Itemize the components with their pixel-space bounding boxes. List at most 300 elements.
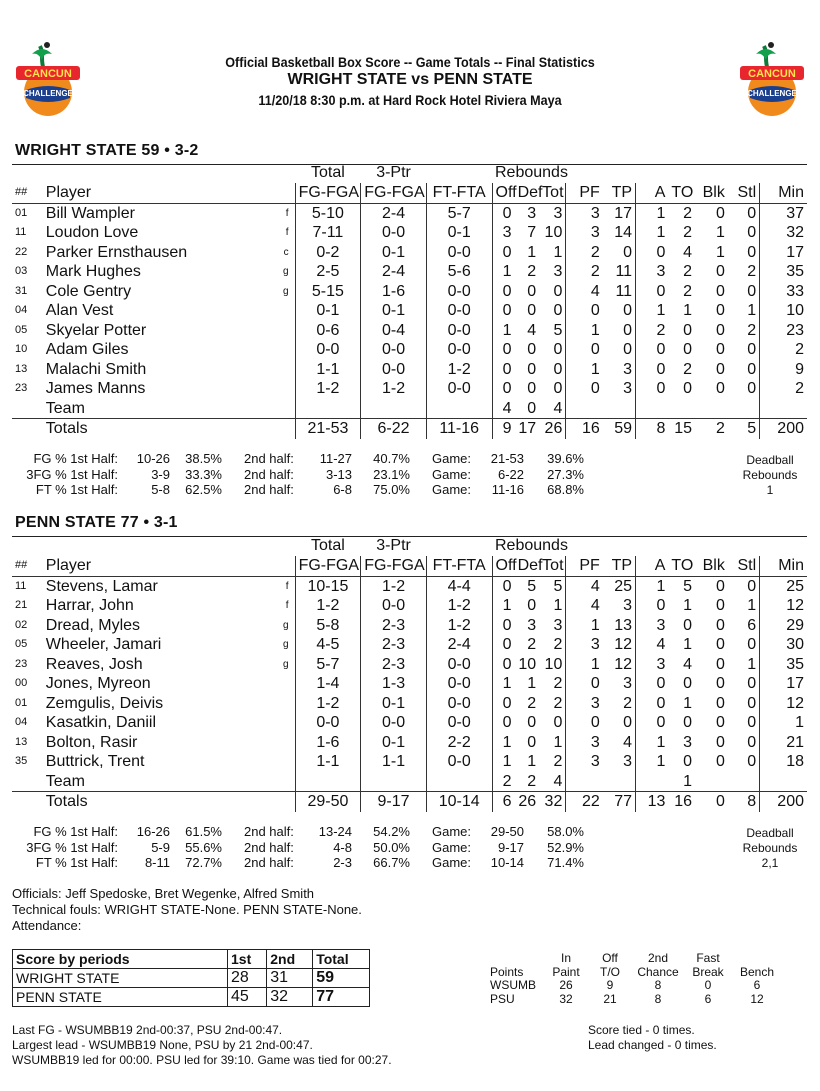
- player-name: Alan Vest: [45, 302, 114, 319]
- stat-fg3: 1-6: [361, 282, 427, 302]
- column-def: Def: [515, 183, 540, 203]
- stat-blk: 1: [715, 243, 725, 261]
- stat-blk: 0: [715, 282, 725, 300]
- stat-min: 23: [786, 321, 804, 339]
- team-label: Team: [45, 399, 85, 417]
- stat-def: 4: [527, 321, 537, 339]
- stat-to: 5: [683, 577, 693, 595]
- player-number: 04: [15, 304, 28, 316]
- pct-g: 6-22: [497, 466, 524, 482]
- stat-to: 0: [683, 616, 693, 634]
- player-row: [12, 223, 807, 243]
- player-row: [12, 243, 807, 263]
- stat-fg: 2-5: [295, 262, 361, 282]
- pct-pg: 39.6%: [547, 451, 584, 466]
- stat-blk: 0: [715, 204, 725, 222]
- stat-tot: 0: [539, 340, 566, 360]
- player-row: [12, 616, 807, 636]
- points-cell: 9: [606, 978, 614, 992]
- cell: [295, 399, 361, 419]
- team-row: [12, 399, 807, 419]
- totals-label: Totals: [43, 419, 197, 439]
- pct-pg: 71.4%: [547, 855, 584, 870]
- stat-stl: 0: [728, 674, 760, 694]
- stat-to: 1: [683, 597, 693, 614]
- stat-tot: 0: [539, 379, 566, 399]
- stat-def: 10: [518, 655, 537, 673]
- stat-blk: 0: [715, 655, 725, 673]
- stat-fg3: 0-0: [361, 340, 427, 360]
- column-tot: Tot: [539, 183, 566, 203]
- player-name: Dread, Myles: [45, 616, 141, 634]
- stat-tp: 11: [603, 282, 636, 302]
- stat-tot: 0: [539, 713, 566, 733]
- stat-tp: 0: [603, 321, 636, 341]
- cell: [566, 163, 603, 183]
- cell: [43, 163, 197, 183]
- points-head-cell: Paint: [552, 964, 580, 979]
- player-position: g: [283, 285, 289, 297]
- cell: [668, 163, 695, 183]
- stat-pf: 3: [590, 224, 600, 241]
- stat-fg: 1-1: [295, 360, 361, 380]
- stat-def: 1: [527, 243, 537, 261]
- pct-h2: 3-13: [325, 466, 352, 482]
- stat-a: 0: [656, 597, 666, 614]
- header-line1: Official Basketball Box Score -- Game Totals -- Final Statistics: [225, 54, 595, 70]
- cell: [603, 163, 636, 183]
- player-position: f: [285, 227, 289, 238]
- cell: [270, 772, 295, 792]
- cell: [760, 163, 807, 183]
- cell: [566, 536, 603, 556]
- stat-blk: 0: [715, 321, 725, 339]
- stat-def: 0: [527, 282, 537, 300]
- player-row: [12, 733, 807, 753]
- player-position: c: [283, 246, 289, 258]
- stat-stl: 0: [728, 282, 760, 302]
- stat-min: 35: [786, 263, 804, 280]
- stat-off: 0: [492, 379, 515, 399]
- stat-def: 0: [527, 380, 537, 397]
- stat-def: 2: [527, 636, 537, 653]
- player-position: [270, 321, 295, 341]
- stat-def: 7: [527, 224, 537, 241]
- stat-blk: 0: [715, 302, 725, 319]
- stat-def: 3: [527, 616, 537, 634]
- stat-ft: 0-0: [426, 340, 492, 360]
- column-blk: Blk: [695, 183, 728, 203]
- team-row: [12, 772, 807, 792]
- total-a: 13: [636, 792, 669, 812]
- stat-to: 4: [683, 655, 693, 673]
- pct-lab: FG % 1st Half:: [33, 451, 118, 466]
- stat-fg3: 0-0: [361, 713, 427, 733]
- stat-pf: 0: [590, 341, 600, 358]
- stat-off: 1: [492, 733, 515, 753]
- column-blk: Blk: [695, 556, 728, 576]
- stat-tot: 1: [539, 733, 566, 753]
- column-def: Def: [515, 556, 540, 576]
- stat-pf: 3: [590, 636, 600, 653]
- player-number: 23: [15, 657, 28, 670]
- stat-fg: 7-11: [295, 223, 361, 243]
- stat-stl: 1: [728, 655, 760, 675]
- stat-ft: 4-4: [426, 576, 492, 596]
- player-number: 21: [15, 599, 28, 611]
- player-row: [12, 635, 807, 655]
- stat-fg: 0-2: [295, 243, 361, 263]
- stat-blk: 0: [715, 753, 725, 770]
- cell: [760, 399, 807, 419]
- stat-blk: 0: [715, 597, 725, 614]
- pct-g: 29-50: [490, 824, 524, 839]
- total-tot: 32: [539, 792, 566, 812]
- stat-stl: 0: [728, 733, 760, 753]
- stat-stl: 0: [728, 713, 760, 733]
- player-number: 01: [15, 696, 28, 709]
- cell: [695, 536, 728, 556]
- stat-tot: 0: [539, 360, 566, 380]
- pct-g: 11-16: [491, 482, 524, 497]
- cell: [760, 536, 807, 556]
- stat-tp: 0: [603, 340, 636, 360]
- pct-h1: 16-26: [136, 824, 170, 839]
- stat-tot: 5: [539, 321, 566, 341]
- points-cell: 12: [750, 991, 764, 1006]
- stat-stl: 0: [728, 223, 760, 243]
- points-cell: 32: [559, 991, 573, 1006]
- stat-off: 0: [492, 340, 515, 360]
- stat-fg3: 2-4: [361, 203, 427, 223]
- player-number: 10: [15, 343, 28, 355]
- total-off: 6: [492, 792, 515, 812]
- stat-tp: 25: [603, 576, 636, 596]
- stat-blk: 0: [715, 694, 725, 712]
- column-fg3: FG-FGA: [361, 556, 427, 576]
- stat-fg3: 0-4: [361, 321, 427, 341]
- stat-fg3: 0-1: [361, 243, 427, 263]
- pct-h1: 3-9: [151, 466, 170, 482]
- stat-def: 5: [527, 577, 537, 595]
- stat-tot: 1: [539, 243, 566, 263]
- cell: [12, 399, 43, 419]
- cell: [728, 536, 760, 556]
- stat-to: 1: [683, 302, 693, 319]
- cell: [603, 772, 636, 792]
- stat-tot: 0: [539, 282, 566, 302]
- player-name: Harrar, John: [45, 597, 134, 614]
- pct-p2: 50.0%: [373, 839, 410, 855]
- total-def: 26: [515, 792, 540, 812]
- stat-ft: 0-0: [426, 301, 492, 321]
- stat-def: 3: [527, 204, 537, 222]
- pct-p1: 38.5%: [185, 451, 222, 466]
- stat-a: 2: [656, 321, 666, 339]
- stat-blk: 0: [715, 733, 725, 751]
- total-stl: 5: [728, 419, 760, 439]
- team-def: 0: [527, 399, 537, 417]
- stat-pf: 3: [590, 694, 600, 712]
- stat-pf: 2: [590, 243, 600, 261]
- stat-off: 1: [492, 752, 515, 772]
- player-name: Bolton, Rasir: [45, 733, 138, 751]
- stat-tp: 3: [603, 379, 636, 399]
- column-3ptr: 3-Ptr: [376, 537, 411, 555]
- stat-pf: 3: [590, 733, 600, 751]
- cell: [197, 163, 271, 183]
- stat-to: 0: [683, 675, 693, 692]
- player-position: [270, 713, 295, 733]
- points-head-cell: Points: [490, 964, 524, 979]
- stat-ft: 0-0: [426, 694, 492, 714]
- cell: [197, 419, 271, 439]
- stat-stl: 0: [728, 340, 760, 360]
- stat-tot: 2: [539, 752, 566, 772]
- stat-fg: 0-6: [295, 321, 361, 341]
- stat-tot: 0: [539, 301, 566, 321]
- player-name: Mark Hughes: [45, 263, 141, 280]
- attendance: Attendance:: [12, 918, 82, 933]
- total-tot: 26: [539, 419, 566, 439]
- player-row: [12, 340, 807, 360]
- stat-tp: 0: [603, 243, 636, 263]
- stat-tp: 12: [603, 635, 636, 655]
- column-player: Player: [43, 183, 197, 203]
- stat-stl: 0: [728, 752, 760, 772]
- stat-off: 0: [492, 203, 515, 223]
- stat-pf: 0: [590, 302, 600, 319]
- stat-min: 32: [786, 224, 804, 241]
- stat-fg3: 0-0: [361, 596, 427, 616]
- player-name: Malachi Smith: [45, 360, 147, 378]
- player-number: 22: [15, 245, 28, 258]
- player-position: g: [283, 266, 289, 277]
- stat-off: 0: [492, 243, 515, 263]
- total-off: 9: [492, 419, 515, 439]
- stat-tot: 3: [539, 262, 566, 282]
- stat-pf: 4: [590, 282, 600, 300]
- stat-fg3: 1-3: [361, 674, 427, 694]
- periods-cell: 59: [313, 969, 370, 988]
- stat-pf: 2: [590, 263, 600, 280]
- total-min: 200: [760, 792, 807, 812]
- stat-fg3: 2-3: [361, 655, 427, 675]
- player-row: [12, 655, 807, 675]
- stat-tp: 0: [603, 713, 636, 733]
- total-tp: 59: [603, 419, 636, 439]
- stat-min: 9: [795, 360, 804, 378]
- cell: [197, 536, 271, 556]
- column-total: Total: [311, 164, 345, 182]
- stat-ft: 0-0: [426, 713, 492, 733]
- total-fg: 21-53: [295, 419, 361, 439]
- stat-off: 0: [492, 360, 515, 380]
- cell: [760, 772, 807, 792]
- stat-tot: 2: [539, 674, 566, 694]
- stat-fg: 5-15: [295, 282, 361, 302]
- stat-ft: 0-0: [426, 379, 492, 399]
- stat-fg: 10-15: [295, 576, 361, 596]
- cell: [270, 163, 295, 183]
- cell: [426, 772, 492, 792]
- points-cell: 8: [654, 991, 662, 1006]
- stat-min: 25: [786, 577, 804, 595]
- stat-blk: 1: [715, 224, 725, 241]
- player-position: [270, 301, 295, 321]
- pct-g: 21-53: [490, 451, 524, 466]
- stat-stl: 1: [728, 301, 760, 321]
- team-label: Team: [45, 772, 85, 790]
- player-position: [270, 360, 295, 380]
- pct-glab: Game:: [432, 855, 472, 870]
- player-name: Stevens, Lamar: [45, 577, 158, 595]
- player-number: 11: [15, 226, 27, 238]
- stat-to: 0: [683, 714, 693, 731]
- player-position: g: [283, 639, 289, 650]
- player-number: 11: [15, 579, 27, 592]
- player-row: [12, 282, 807, 302]
- pct-lab: FG % 1st Half:: [33, 824, 118, 839]
- stat-pf: 3: [590, 204, 600, 222]
- total-tp: 77: [603, 792, 636, 812]
- player-name: Reaves, Josh: [45, 655, 143, 673]
- periods-head-cell: 1st: [228, 950, 267, 969]
- stat-tot: 10: [539, 223, 566, 243]
- total-blk: 0: [695, 792, 728, 812]
- team-title: PENN STATE 77 • 3-1: [15, 514, 178, 531]
- player-position: f: [285, 580, 289, 592]
- stat-off: 0: [492, 301, 515, 321]
- stat-to: 3: [683, 733, 693, 751]
- pct-h2lab: 2nd half:: [244, 482, 294, 497]
- stat-tot: 3: [539, 616, 566, 636]
- cell: [361, 772, 427, 792]
- stat-tp: 3: [603, 674, 636, 694]
- column-off: Off: [492, 183, 515, 203]
- periods-row: [13, 988, 370, 1007]
- stat-to: 0: [683, 753, 693, 770]
- header-row: [12, 183, 807, 203]
- team-to: [668, 399, 695, 419]
- points-head-cell: T/O: [600, 964, 620, 979]
- stat-stl: 1: [728, 596, 760, 616]
- points-cell: WSUMB: [490, 978, 536, 992]
- stat-fg: 5-8: [295, 616, 361, 636]
- stat-min: 29: [786, 616, 804, 634]
- cell: [426, 163, 492, 183]
- stat-stl: 2: [728, 262, 760, 282]
- column-a: A: [636, 183, 669, 203]
- player-row: [12, 321, 807, 341]
- stat-blk: 0: [715, 714, 725, 731]
- svg-text:CHALLENGE: CHALLENGE: [23, 89, 73, 98]
- player-row: [12, 262, 807, 282]
- stat-off: 0: [492, 713, 515, 733]
- pct-glab: Game:: [432, 839, 472, 855]
- column-fg: FG-FGA: [295, 183, 361, 203]
- player-number: 01: [15, 206, 28, 219]
- stat-fg: 0-0: [295, 713, 361, 733]
- periods-head-cell: 2nd: [267, 950, 313, 969]
- stat-fg: 4-5: [295, 635, 361, 655]
- periods-head-cell: Score by periods: [13, 950, 228, 969]
- stat-tot: 1: [539, 596, 566, 616]
- cell: [295, 772, 361, 792]
- stat-to: 0: [683, 380, 693, 397]
- column-fg: FG-FGA: [295, 556, 361, 576]
- stat-blk: 0: [715, 616, 725, 634]
- stat-min: 10: [786, 302, 804, 319]
- stat-def: 1: [527, 753, 537, 770]
- stat-a: 1: [656, 733, 666, 751]
- periods-cell: 77: [313, 988, 370, 1007]
- player-row: [12, 713, 807, 733]
- player-number: 13: [15, 362, 28, 375]
- player-row: [12, 674, 807, 694]
- total-fg3: 9-17: [361, 792, 427, 812]
- technical-fouls: Technical fouls: WRIGHT STATE-None. PENN STATE-None.: [12, 902, 362, 917]
- stat-tp: 2: [603, 694, 636, 714]
- cell: [270, 419, 295, 439]
- column-3ptr: 3-Ptr: [376, 164, 411, 182]
- stat-fg3: 2-3: [361, 635, 427, 655]
- player-row: [12, 301, 807, 321]
- pct-h2: 4-8: [333, 839, 352, 855]
- total-min: 200: [760, 419, 807, 439]
- pct-p2: 23.1%: [373, 466, 410, 482]
- cell: [695, 399, 728, 419]
- stat-ft: 0-0: [426, 752, 492, 772]
- stat-a: 3: [656, 616, 666, 634]
- score-by-periods: [12, 949, 370, 1007]
- stat-to: 2: [683, 204, 693, 222]
- stat-tp: 14: [603, 223, 636, 243]
- stat-fg3: 0-0: [361, 360, 427, 380]
- player-name: Adam Giles: [45, 341, 129, 358]
- stat-to: 2: [683, 263, 693, 280]
- stat-tot: 2: [539, 694, 566, 714]
- officials: Officials: Jeff Spedoske, Bret Wegenke, Alfred Smith: [12, 886, 315, 901]
- stat-a: 0: [656, 243, 666, 261]
- totals-row: [12, 792, 807, 812]
- pct-h2lab: 2nd half:: [244, 839, 294, 855]
- stat-min: 33: [786, 282, 804, 300]
- column-stl: Stl: [728, 556, 760, 576]
- stat-a: 0: [656, 380, 666, 397]
- pct-h2lab: 2nd half:: [244, 466, 294, 482]
- header-row: [12, 163, 807, 183]
- player-position: g: [283, 619, 289, 631]
- player-name: Zemgulis, Deivis: [45, 694, 164, 712]
- pct-h2: 11-27: [319, 451, 352, 466]
- stat-ft: 2-4: [426, 635, 492, 655]
- total-a: 8: [636, 419, 669, 439]
- column-a: A: [636, 556, 669, 576]
- pct-p1: 33.3%: [185, 466, 222, 482]
- header-row: [12, 536, 807, 556]
- cell: [668, 536, 695, 556]
- stat-def: 0: [527, 341, 537, 358]
- player-row: [12, 752, 807, 772]
- stat-blk: 0: [715, 263, 725, 280]
- points-head-cell: Break: [692, 964, 724, 979]
- stat-def: 0: [527, 302, 537, 319]
- player-row: [12, 694, 807, 714]
- stat-a: 0: [656, 714, 666, 731]
- stat-tp: 4: [603, 733, 636, 753]
- player-position: [270, 379, 295, 399]
